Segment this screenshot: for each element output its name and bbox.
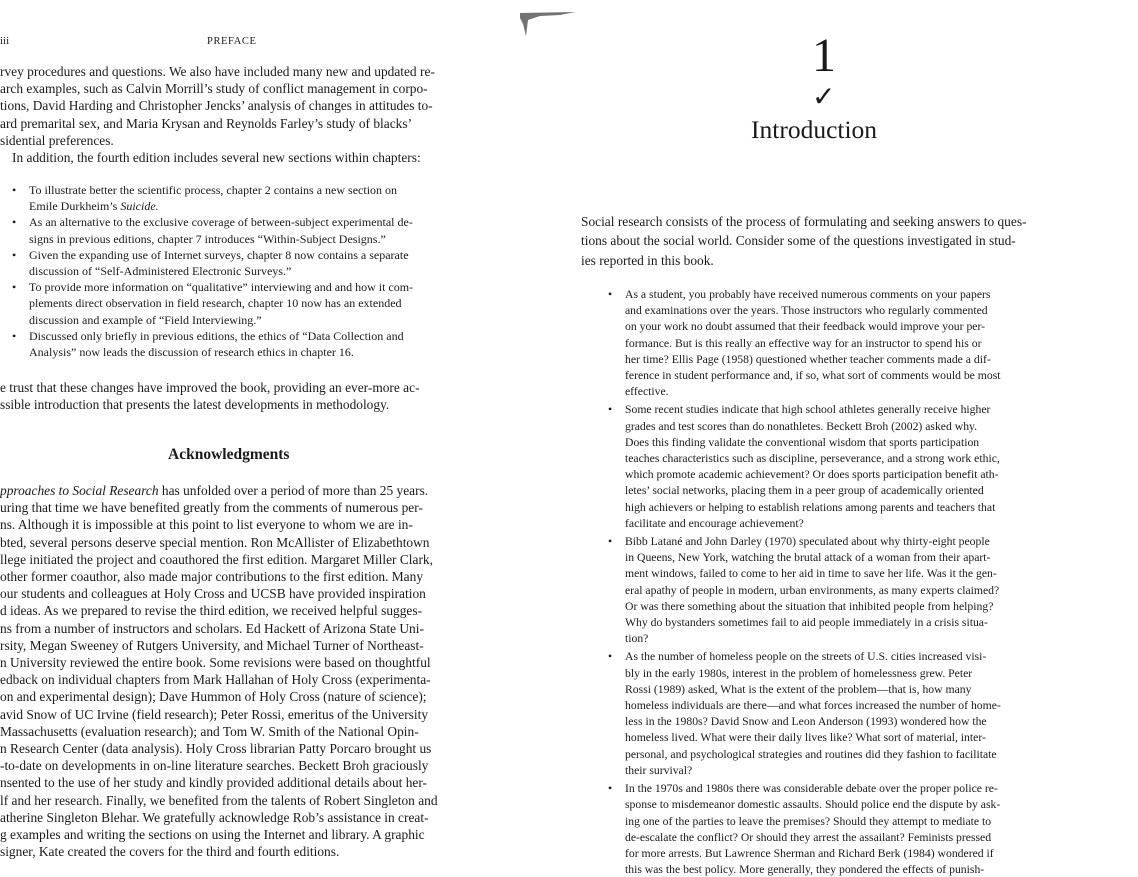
bullet-icon: • (12, 183, 17, 197)
text-line: To provide more information on “qualitative” interviewing and and how it com- (29, 280, 414, 295)
running-head: PREFACE (207, 36, 257, 47)
text-line: eral apathy of people in modern, urban environments, as many experts claimed? (625, 583, 1000, 597)
text-line: signer, Kate created the covers for the third and fourth editions. (0, 844, 340, 860)
right-page (520, 0, 1138, 877)
text-line: Does this finding validate the conventional wisdom that sports participation (625, 435, 980, 449)
text-line: ference in student performance and, if so, what sort of comments would be most (625, 369, 1001, 383)
text-line: arch examples, such as Calvin Morrill’s study of conflict management in corpo- (0, 81, 428, 97)
text-line: As the number of homeless people on the streets of U.S. cities increased visi- (625, 650, 987, 664)
text-line: bly in the early 1980s, interest in the problem of homelessness grew. Peter (625, 666, 973, 680)
text-line: high achievers or helping to establish relations among parents and teachers that (625, 500, 996, 514)
page-number: iii (0, 35, 10, 47)
list-item (12, 279, 457, 328)
list-item (608, 402, 1052, 532)
list-item (12, 247, 457, 279)
text-line: nsented to the use of her study and kindly provided additional details about her- (0, 775, 428, 791)
preface-intro-paragraph (0, 63, 476, 166)
text-line: Rossi (1989) asked, What is the extent of the problem—that is, how many (625, 682, 972, 696)
text-line: their survival? (625, 763, 693, 777)
acknowledgments-heading: Acknowledgments (168, 446, 290, 463)
text-line: Some recent studies indicate that high school athletes generally receive higher (625, 403, 991, 417)
text-line: Given the expanding use of Internet surveys, chapter 8 now contains a separate (29, 247, 409, 262)
text-line: grades and test scores than do nonathletes. Beckett Broh (2002) asked why. (625, 419, 978, 433)
text-line: in Queens, New York, watching the brutal attack of a woman from their apart- (625, 551, 991, 565)
text-line: Or was there something about the situation that inhibited people from helping? (625, 599, 994, 613)
text-line: As a student, you probably have received numerous comments on your papers (625, 288, 991, 301)
text-line: Social research consists of the process of formulating and seeking answers to ques- (581, 214, 1027, 229)
chapter-intro-paragraph (581, 212, 1071, 270)
text-line: edback on individual chapters from Mark Hallahan of Holy Cross (experimenta- (0, 672, 431, 688)
bullet-icon: • (608, 650, 613, 664)
text-line: Why do bystanders sometimes fail to aid people immediately in a crisis situa- (625, 616, 988, 630)
bullet-icon: • (608, 535, 613, 549)
text-line: ing one of the parties to leave the premises? Should they attempt to mediate to (625, 814, 992, 828)
text-line: discussion and example of “Field Interviewing.” (29, 312, 262, 327)
list-item (12, 328, 457, 360)
text-line: discussion of “Self-Administered Electronic Surveys.” (29, 264, 292, 279)
text-line: on and experimental design); Dave Hummon of Holy Cross (nature of science); (0, 689, 427, 705)
text-line: homeless lived. What were their daily lives like? What sort of material, inter- (625, 731, 986, 745)
text-line: tions about the social world. Consider some of the questions investigated in stud- (581, 233, 1016, 249)
bullet-icon: • (12, 247, 17, 262)
text-line: sidential preferences. (0, 132, 114, 148)
list-item (608, 649, 1052, 779)
text-line: tions, David Harding and Christopher Jencks’ analysis of changes in attitudes to- (0, 98, 433, 114)
text-line: Massachusetts (evaluation research); and Tom W. Smith of the National Opin- (0, 723, 419, 739)
list-item (608, 781, 1052, 877)
text-line: atherine Singleton Blehar. We gratefully acknowledge Rob’s assistance in creat- (0, 809, 429, 825)
bullet-icon: • (12, 215, 17, 230)
text-line: effective. (625, 385, 669, 399)
check-mark-icon: ✓ (812, 82, 836, 113)
text-line: Analysis” now leads the discussion of research ethics in chapter 16. (29, 345, 354, 360)
text-line: As an alternative to the exclusive coverage of between-subject experimental de- (29, 215, 413, 230)
text-line: Discussed only briefly in previous editions, the ethics of “Data Collection and (29, 328, 404, 343)
text-line: pproaches to Social Research has unfolded over a period of more than 25 years. (0, 483, 429, 498)
text-line: Emile Durkheim’s Suicide. (29, 199, 159, 214)
acknowledgments-paragraph (0, 482, 476, 860)
text-line: rvey procedures and questions. We also have included many new and updated re- (0, 64, 435, 79)
text-line: d ideas. As we prepared to revise the third edition, we received helpful sugges- (0, 603, 423, 619)
text-line: facilitate and encourage achievement? (625, 516, 804, 530)
text-line: rsity, Megan Sweeney of Rutgers University, and Michael Turner of Northeast- (0, 637, 424, 653)
text-line: To illustrate better the scientific process, chapter 2 contains a new section on (29, 183, 398, 197)
text-line: ies reported in this book. (581, 252, 714, 268)
left-page (0, 0, 520, 877)
text-line: llege initiated the project and coauthored the first edition. Margaret Miller Clark, (0, 551, 433, 567)
preface-closing-paragraph (0, 379, 476, 413)
text-line: letes’ social networks, placing them in a peer group of academically oriented (625, 484, 984, 498)
text-line: ns from a number of instructors and scholars. Ed Hackett of Arizona State Uni- (0, 620, 424, 636)
list-item (12, 214, 457, 246)
list-item (608, 287, 1052, 400)
text-line: avid Snow of UC Irvine (field research); Peter Rossi, emeritus of the University (0, 706, 429, 722)
text-line: e trust that these changes have improved the book, providing an ever-more ac- (0, 380, 420, 395)
text-line: our students and colleagues at Holy Cross and UCSB have provided inspiration (0, 586, 426, 602)
chapter-title: Introduction (751, 115, 878, 144)
text-line: other former coauthor, also made major contributions to the first edition. Many (0, 569, 424, 585)
text-line: formance. But is this really an effective way for an instructor to spend his or (625, 336, 982, 350)
text-line: plements direct observation in field research, chapter 10 now has an extended (29, 296, 402, 311)
text-line: ssible introduction that presents the latest developments in methodology. (0, 397, 390, 413)
text-line: tion? (625, 632, 649, 646)
text-line: homeless individuals are there—and what forces increased the number of home- (625, 699, 1001, 713)
text-line: sponse to misdemeanor domestic assaults. Should police end the dispute by ask- (625, 798, 1001, 812)
research-questions-list (608, 287, 1052, 877)
text-line: on your work no doubt assumed that their feedback would improve your per- (625, 320, 986, 334)
text-line: this was the best policy. More generally, they pondered the effects of punish- (625, 863, 985, 877)
text-line: lf and her research. Finally, we benefited from the talents of Robert Singleton and (0, 792, 438, 808)
list-item (12, 182, 457, 214)
text-line: less in the 1980s? David Snow and Leon Anderson (1993) wondered how the (625, 715, 987, 729)
text-line: uring that time we have benefited greatly from the comments of numerous per- (0, 500, 423, 516)
bullet-icon: • (608, 782, 613, 796)
text-line: personal, and psychological strategies and routines did they fashion to facilitate (625, 747, 997, 761)
bullet-icon: • (12, 280, 17, 295)
text-line: ns. Although it is impossible at this point to list everyone to whom we are in- (0, 517, 413, 533)
text-line: bted, several persons deserve special mention. Ron McAllister of Elizabethtown (0, 534, 430, 550)
new-sections-list (12, 182, 457, 360)
text-line: de-escalate the conflict? Or should they arrest the assailant? Feminists pressed (625, 830, 992, 844)
chapter-number: 1 (812, 29, 836, 82)
text-line: g examples and writing the sections on using the Internet and library. A graphic (0, 827, 425, 843)
text-line: Bibb Latané and John Darley (1970) speculated about why thirty-eight people (625, 535, 990, 549)
text-line: In addition, the fourth edition includes several new sections within chapters: (12, 150, 421, 166)
text-line: her time? Ellis Page (1958) questioned whether teacher comments made a dif- (625, 352, 991, 366)
bullet-icon: • (608, 403, 613, 417)
text-line: ard premarital sex, and Maria Krysan and Reynolds Farley’s study of blacks’ (0, 115, 413, 131)
text-line: signs in previous editions, chapter 7 introduces “Within-Subject Designs.” (29, 231, 386, 246)
text-line: and examinations over the years. Those instructors who regularly commented (625, 304, 988, 318)
scan-smudge-mark (520, 10, 580, 40)
bullet-icon: • (608, 288, 613, 301)
bullet-icon: • (12, 328, 17, 343)
text-line: -to-date on developments in on-line literature searches. Beckett Broh graciously (0, 758, 429, 774)
text-line: n University reviewed the entire book. Some revisions were based on thoughtful (0, 655, 431, 671)
text-line: teaches characteristics such as discipline, perseverance, and a strong work ethic, (625, 452, 1000, 466)
text-line: which promote academic achievement? Or does sports participation benefit ath- (625, 468, 999, 482)
text-line: ment windows, failed to come to her aid in time to save her life. Was it the gen- (625, 567, 997, 581)
text-line: In the 1970s and 1980s there was considerable debate over the proper police re- (625, 782, 998, 796)
text-line: for more arrests. But Lawrence Sherman and Richard Berk (1984) wondered if (625, 846, 994, 860)
list-item (608, 534, 1052, 647)
text-line: n Research Center (data analysis). Holy Cross librarian Patty Porcaro brought us (0, 741, 432, 757)
